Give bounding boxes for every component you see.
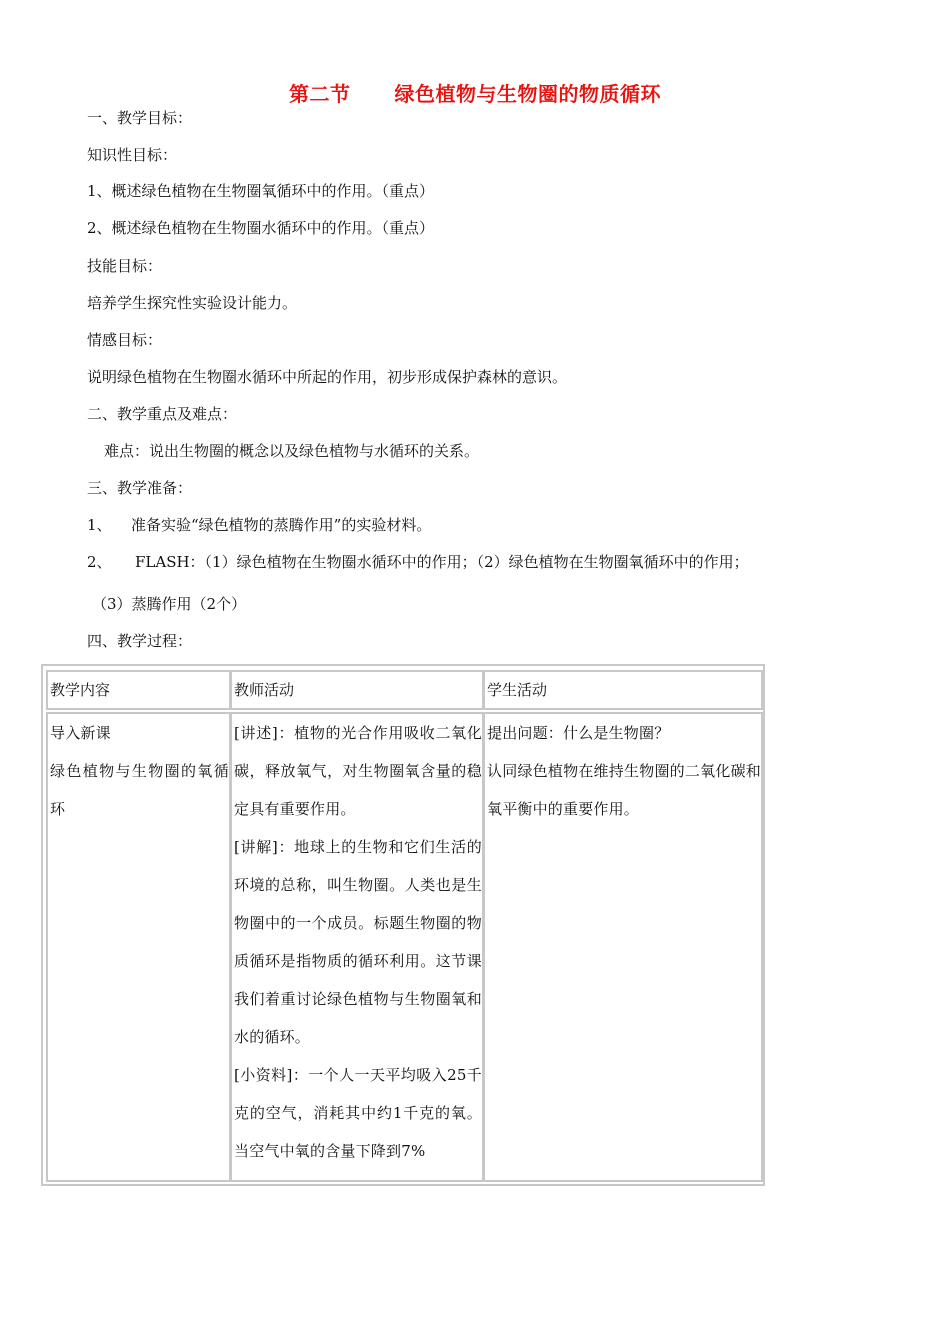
item-number: 1、 xyxy=(87,516,112,534)
knowledge-goal-1: 1、概述绿色植物在生物圈氧循环中的作用。（重点） xyxy=(87,182,435,200)
item-text: 准备实验“绿色植物的蒸腾作用”的实验材料。 xyxy=(131,516,432,534)
preparation-item-1 xyxy=(87,515,431,535)
skill-text: 培养学生探究性实验设计能力。 xyxy=(87,294,298,312)
student-paragraph-1: 提出问题：什么是生物圈？ xyxy=(487,724,670,742)
header-cell-student: 学生活动 xyxy=(483,670,763,710)
student-cell xyxy=(483,712,763,1182)
key-points-heading: 二、教学重点及难点： xyxy=(87,405,238,423)
item-number: 2、 xyxy=(87,553,112,571)
preparation-heading: 三、教学准备： xyxy=(87,479,193,497)
skill-heading: 技能目标： xyxy=(87,257,163,275)
lesson-name: 绿色植物与生物圈的物质循环 xyxy=(394,82,661,106)
header-cell-teacher: 教师活动 xyxy=(230,670,484,710)
lesson-process-table xyxy=(41,664,765,1186)
section-number: 第二节 xyxy=(289,82,351,106)
emotion-heading: 情感目标： xyxy=(87,331,163,349)
page-title xyxy=(0,78,950,107)
emotion-text: 说明绿色植物在生物圈水循环中所起的作用，初步形成保护森林的意识。 xyxy=(87,368,568,386)
knowledge-goal-2: 2、概述绿色植物在生物圈水循环中的作用。（重点） xyxy=(87,219,435,237)
teacher-paragraph-3: [小资料]：一个人一天平均吸入25千克的空气，消耗其中约1千克的氧。当空气中氧的含量下降到7% xyxy=(234,1066,482,1160)
content-cell xyxy=(46,712,231,1182)
goals-heading: 一、教学目标： xyxy=(87,109,193,127)
teacher-paragraph-2: [讲解]：地球上的生物和它们生活的环境的总称，叫生物圈。人类也是生物圈中的一个成员。标题生物圈的物质循环是指物质的循环利用。这节课我们着重讨论绿色植物与生物圈氧和水的循环。 xyxy=(234,838,482,1046)
teacher-cell xyxy=(230,712,484,1182)
student-paragraph-2: 认同绿色植物在维持生物圈的二氧化碳和氧平衡中的重要作用。 xyxy=(487,762,761,818)
preparation-item-2-continued: （3）蒸腾作用（2个） xyxy=(92,595,247,613)
preparation-item-2 xyxy=(87,552,749,572)
item-text: FLASH：（1）绿色植物在生物圈水循环中的作用；（2）绿色植物在生物圈氧循环中的作用； xyxy=(135,553,749,571)
process-heading: 四、教学过程： xyxy=(87,632,193,650)
content-line-2: 绿色植物与生物圈的氧循环 xyxy=(50,762,229,818)
knowledge-heading: 知识性目标： xyxy=(87,146,178,164)
teacher-paragraph-1: [讲述]：植物的光合作用吸收二氧化碳，释放氧气，对生物圈氧含量的稳定具有重要作用。 xyxy=(234,724,482,818)
header-cell-content: 教学内容 xyxy=(46,670,231,710)
difficulty-text: 难点：说出生物圈的概念以及绿色植物与水循环的关系。 xyxy=(104,442,480,460)
content-line-1: 导入新课 xyxy=(50,724,111,742)
